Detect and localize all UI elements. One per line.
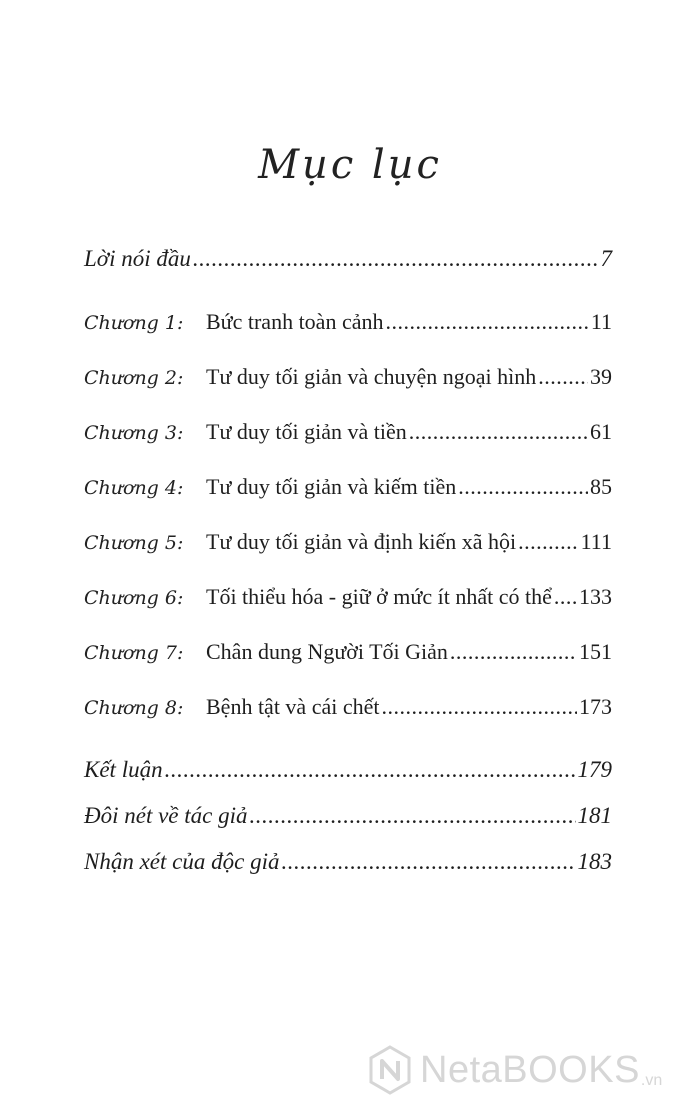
chapter-title: Tư duy tối giản và định kiến xã hội [206,529,517,554]
dot-leader [193,246,599,272]
chapter-title: Chân dung Người Tối Giản [206,639,448,664]
dot-leader [518,529,579,555]
toc-page-number: 181 [577,803,612,828]
toc-page-number: 133 [579,584,612,609]
chapter-label: Chương 1: [84,312,184,334]
toc-chapter-6[interactable] [84,584,612,618]
toc-page-number: 173 [579,694,612,719]
watermark-brand: NetaBOOKS [420,1048,640,1091]
toc-chapter-1[interactable] [84,309,612,343]
chapter-title: Bức tranh toàn cảnh [206,309,384,334]
chapter-title: Bệnh tật và cái chết [206,694,380,719]
chapter-label: Chương 2: [84,367,184,389]
toc-page-number: 39 [590,364,612,389]
toc-page-number: 7 [600,246,612,271]
toc-chapter-5[interactable] [84,529,612,563]
toc-chapter-3[interactable] [84,419,612,453]
chapter-title: Tư duy tối giản và chuyện ngoại hình [206,364,537,389]
watermark [368,1040,662,1100]
toc-page-number: 61 [590,419,612,444]
toc-chapter-4[interactable] [84,474,612,508]
toc-chapter-7[interactable] [84,639,612,673]
toc-entry-conclusion[interactable] [84,757,612,791]
toc-entry-preface[interactable] [84,246,612,280]
chapter-label: Chương 7: [84,642,184,664]
dot-leader [458,474,588,500]
toc-entry-label: Kết luận [84,757,163,782]
toc-entry-label: Đôi nét về tác giả [84,803,248,828]
chapter-label: Chương 4: [84,477,184,499]
toc-page-number: 111 [580,529,612,554]
chapter-label: Chương 6: [84,587,184,609]
toc-chapter-8[interactable] [84,694,612,728]
dot-leader [409,419,588,445]
toc-page-number: 183 [577,849,612,874]
dot-leader [381,694,577,720]
toc-entry-about-author[interactable] [84,803,612,837]
toc-chapter-2[interactable] [84,364,612,398]
chapter-label: Chương 8: [84,697,184,719]
dot-leader [281,849,575,875]
toc-page-number: 179 [577,757,612,782]
toc-entry-label: Lời nói đầu [84,246,191,271]
chapter-title: Tư duy tối giản và kiếm tiền [206,474,457,499]
toc-entry-reader-reviews[interactable] [84,849,612,883]
watermark-suffix: .vn [640,1072,663,1089]
dot-leader [538,364,588,390]
toc-page-number: 85 [590,474,612,499]
toc-page-number: 11 [590,309,612,334]
dot-leader [165,757,576,783]
toc-entry-label: Nhận xét của độc giả [84,849,280,874]
dot-leader [554,584,577,610]
dot-leader [450,639,577,665]
dot-leader [385,309,588,335]
chapter-label: Chương 5: [84,532,184,554]
neta-logo-icon [368,1045,412,1095]
chapter-title: Tối thiểu hóa - giữ ở mức ít nhất có thể [206,584,552,609]
dot-leader [250,803,576,829]
toc-page-number: 151 [579,639,612,664]
chapter-title: Tư duy tối giản và tiền [206,419,407,444]
page-title: Mục lục [258,142,442,188]
chapter-label: Chương 3: [84,422,184,444]
